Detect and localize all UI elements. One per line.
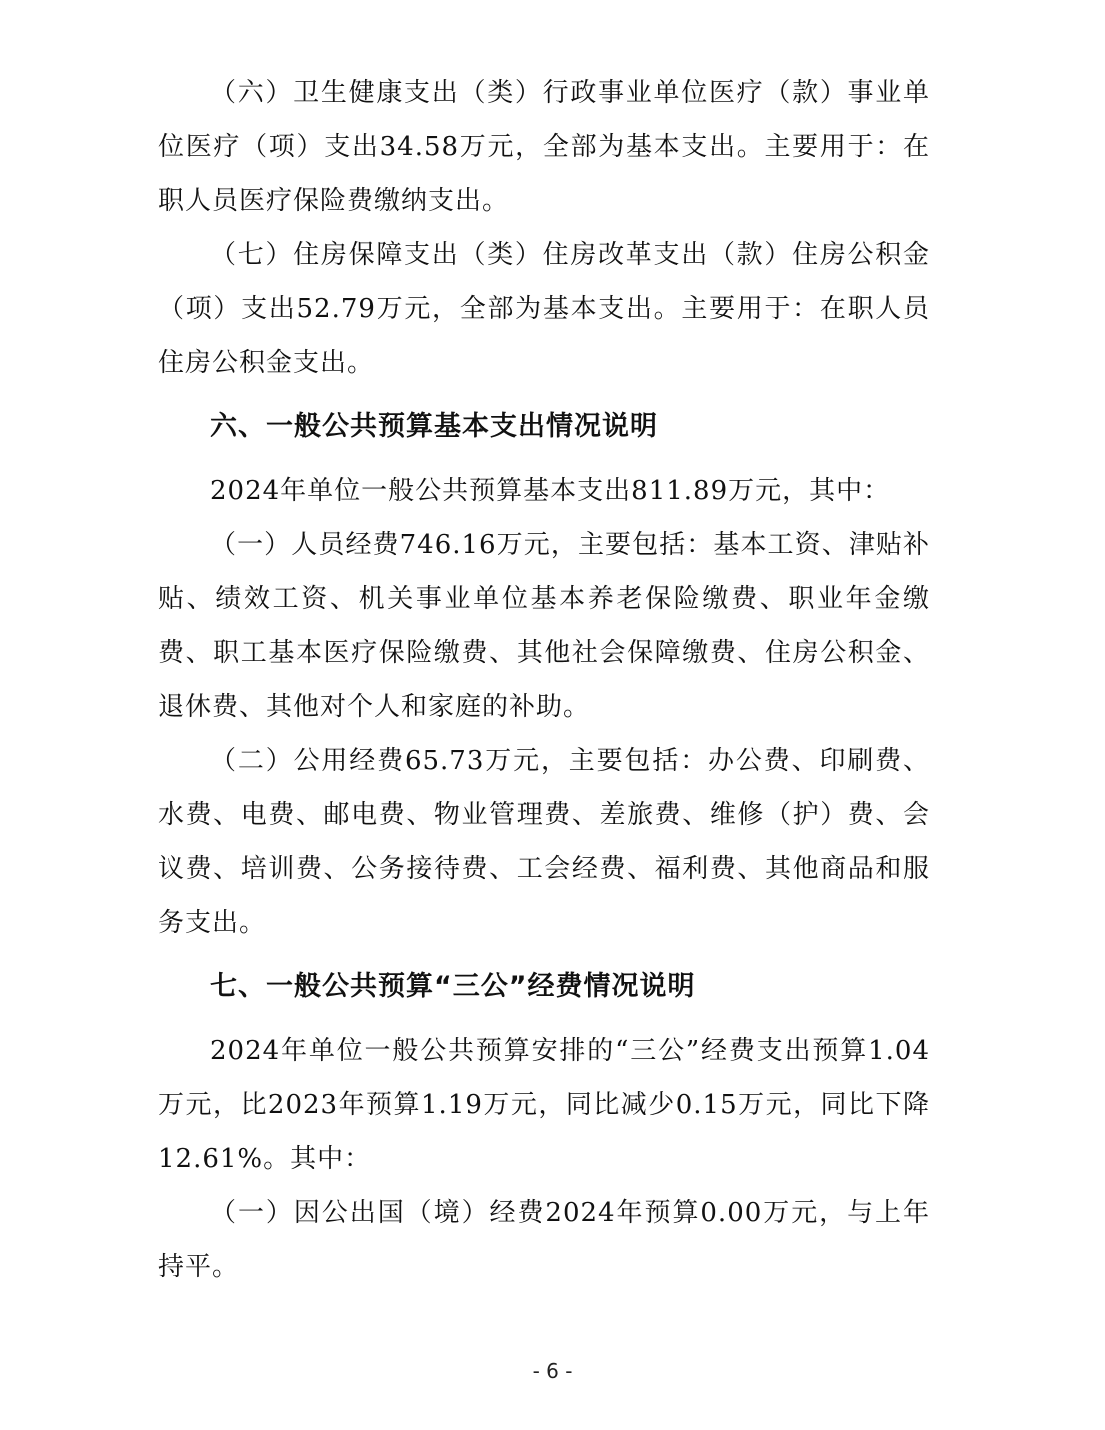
page-number: - 6 -: [532, 1359, 573, 1383]
paragraph-basic-expenditure-intro: 2024年单位一般公共预算基本支出811.89万元，其中：: [210, 476, 891, 506]
paragraph-public-expenses: （二）公用经费65.73万元，主要包括：办公费、印刷费、水费、电费、邮电费、物业管理费、差旅费、维修（护）费、会议费、培训费、公务接待费、工会经费、福利费、其他商品和服务支出。: [158, 746, 930, 938]
paragraph-three-public-intro: 2024年单位一般公共预算安排的“三公”经费支出预算1.04万元，比2023年预算1.19万元，同比减少0.15万元，同比下降12.61%。其中：: [158, 1036, 930, 1174]
paragraph-health-expenditure: （六）卫生健康支出（类）行政事业单位医疗（款）事业单位医疗（项）支出34.58万元，全部为基本支出。主要用于：在职人员医疗保险费缴纳支出。: [158, 78, 930, 216]
document-page: [158, 66, 930, 1294]
paragraph-personnel-expenses: （一）人员经费746.16万元，主要包括：基本工资、津贴补贴、绩效工资、机关事业单位基本养老保险缴费、职业年金缴费、职工基本医疗保险缴费、其他社会保障缴费、住房公积金、退休费、其他对个人和家庭的补助。: [158, 530, 930, 722]
section-heading-three-public: 七、一般公共预算“三公”经费情况说明: [210, 971, 696, 1002]
section-heading-basic-expenditure: 六、一般公共预算基本支出情况说明: [210, 411, 658, 442]
paragraph-housing-expenditure: （七）住房保障支出（类）住房改革支出（款）住房公积金（项）支出52.79万元，全部为基本支出。主要用于：在职人员住房公积金支出。: [158, 240, 930, 378]
paragraph-overseas-expenses: （一）因公出国（境）经费2024年预算0.00万元，与上年持平。: [158, 1198, 930, 1282]
